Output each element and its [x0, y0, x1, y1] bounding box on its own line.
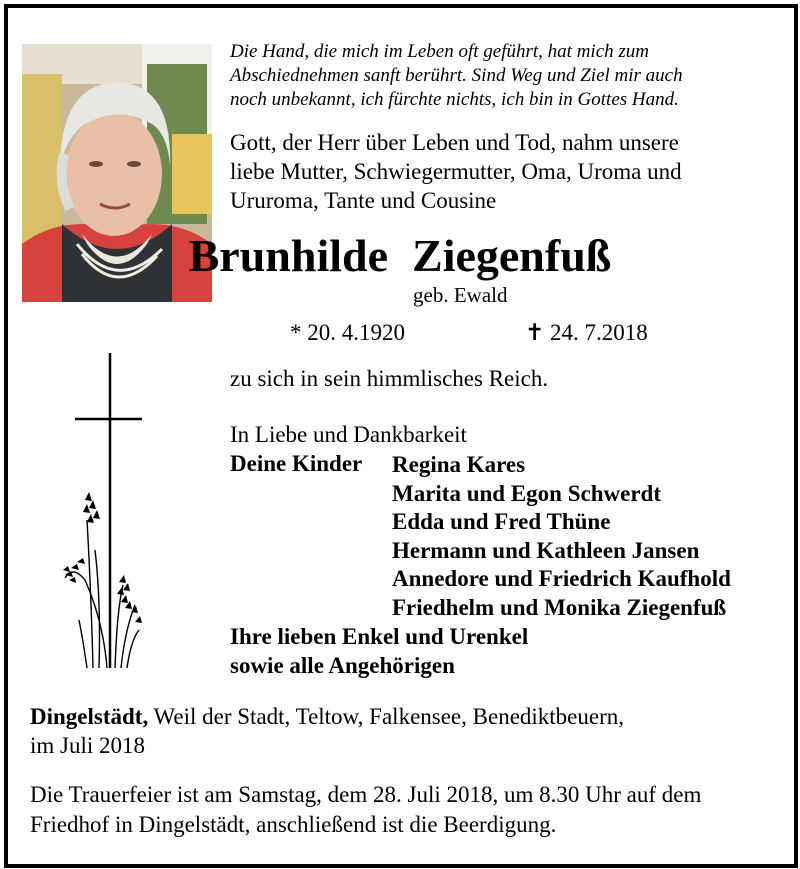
last-name: Ziegenfuß: [412, 230, 612, 281]
list-item: Annedore und Friedrich Kaufhold: [392, 566, 731, 592]
intro-line: liebe Mutter, Schwiegermutter, Oma, Uroma und: [230, 159, 682, 184]
thanks-line: In Liebe und Dankbarkeit: [230, 422, 467, 447]
poem-line: Die Hand, die mich im Leben oft geführt, hat mich zum: [230, 41, 650, 62]
place-list: Weil der Stadt, Teltow, Falkensee, Benediktbeuern,: [148, 704, 625, 729]
children-list: [392, 451, 731, 623]
first-name: Brunhilde: [188, 230, 389, 281]
intro-line: Ururoma, Tante und Cousine: [230, 188, 497, 213]
date-line: im Juli 2018: [30, 733, 146, 758]
relatives-line: sowie alle Angehörigen: [230, 652, 455, 678]
children-label: Deine Kinder: [230, 451, 363, 476]
funeral-line: Friedhof in Dingelstädt, anschließend ist die Beerdigung.: [30, 812, 557, 837]
grandchildren-line: Ihre lieben Enkel und Urenkel: [230, 624, 529, 649]
poem-line: noch unbekannt, ich fürchte nichts, ich bin in Gottes Hand.: [230, 89, 679, 110]
cross-with-wheat-icon: [55, 350, 155, 670]
place-date: [30, 702, 770, 760]
death-date: ✝ 24. 7.2018: [525, 320, 648, 345]
birth-date: * 20. 4.1920: [290, 320, 405, 345]
family-lines: [230, 623, 528, 680]
intro-text: [230, 128, 785, 215]
list-item: Edda und Fred Thüne: [392, 509, 611, 535]
maiden-name: geb. Ewald: [413, 283, 508, 307]
place-bold: Dingelstädt,: [30, 704, 149, 729]
list-item: Hermann und Kathleen Jansen: [392, 537, 700, 563]
poem-line: Abschiednehmen sanft berührt. Sind Weg und Ziel mir auch: [230, 65, 683, 86]
list-item: Friedhelm und Monika Ziegenfuß: [392, 594, 727, 620]
realm-line: zu sich in sein himmlisches Reich.: [230, 366, 549, 391]
list-item: Marita und Egon Schwerdt: [392, 480, 661, 506]
deceased-name: [0, 226, 800, 286]
funeral-line: Die Trauerfeier ist am Samstag, dem 28. Juli 2018, um 8.30 Uhr auf dem: [30, 782, 702, 807]
intro-line: Gott, der Herr über Leben und Tod, nahm unsere: [230, 130, 679, 155]
list-item: Regina Kares: [392, 452, 526, 477]
funeral-info: [30, 780, 790, 840]
poem: [230, 40, 775, 112]
